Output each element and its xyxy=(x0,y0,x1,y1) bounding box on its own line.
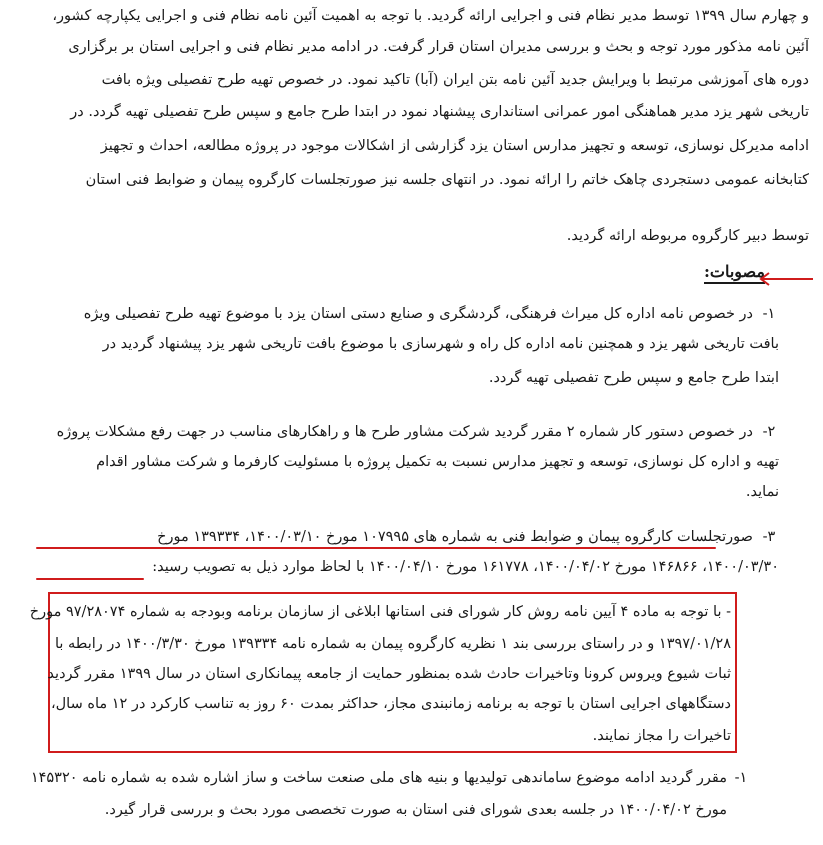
clause-line: ثبات شیوع ویروس کرونا وتاخیرات حادث شده بمنظور حمایت از جامعه پیمانکاری استان در سال ۱۳۹۹ مقرر گردید xyxy=(47,666,731,682)
intro-line: و چهارم سال ۱۳۹۹ توسط مدیر نظام فنی و اجرایی ارائه گردید. با توجه به اهمیت آئین نامه نظام فنی و اجرایی یکپارچه کشور، xyxy=(52,8,809,24)
item-number: -۳ xyxy=(762,529,776,545)
red-underline xyxy=(36,547,716,549)
clause-line: ۱۳۹۷/۰۱/۲۸ و در راستای بررسی بند ۱ نظریه کارگروه پیمان به شماره نامه ۱۳۹۳۳۴ مورخ ۱۴۰۰/۳/۳۰ در رابطه با xyxy=(54,636,731,652)
item-line: تهیه و اداره کل نوسازی، توسعه و تجهیز مدارس نسبت به تکمیل پروژه با مسئولیت کارفرما و شرکت مشاور اقدام xyxy=(96,454,779,470)
item-line: صورتجلسات کارگروه پیمان و ضوابط فنی به شماره های ۱۰۷۹۹۵ مورخ ۱۴۰۰/۰۳/۱۰، ۱۳۹۳۳۴ مورخ xyxy=(157,529,753,545)
approvals-heading: مصوبات: xyxy=(704,262,765,284)
red-arrow-annotation-icon xyxy=(759,272,815,286)
intro-line: آئین نامه مذکور مورد توجه و بحث و بررسی مدیران استان قرار گرفت. در ادامه مدیر نظام فنی و اجرایی استان بر برگزاری xyxy=(68,39,809,55)
clause-line: مقرر گردید ادامه موضوع ساماندهی تولیدیها و بنیه های ملی صنعت ساخت و ساز اشاره شده به شماره نامه ۱۴۵۳۲۰ xyxy=(30,770,727,786)
item-line: ۱۴۰۰/۰۳/۳۰، ۱۴۶۸۶۶ مورخ ۱۴۰۰/۰۴/۰۲، ۱۶۱۷۷۸ مورخ ۱۴۰۰/۰۴/۱۰ با لحاظ موارد ذیل به تصویب رسید: xyxy=(152,559,779,575)
item-line: ابتدا طرح جامع و سپس طرح تفصیلی تهیه گردد. xyxy=(488,370,779,386)
item-line: نماید. xyxy=(745,484,779,500)
clause-line: تاخیرات را مجاز نمایند. xyxy=(592,728,731,744)
item-line: در خصوص دستور کار شماره ۲ مقرر گردید شرکت مشاور طرح ها و راهکارهای مناسب در جهت رفع مشکلات پروژه xyxy=(56,424,753,440)
item-number: -۱ xyxy=(734,770,748,786)
clause-line: مورخ ۱۴۰۰/۰۴/۰۲ در جلسه بعدی شورای فنی استان به صورت تخصصی مورد بحث و بررسی قرار گیرد. xyxy=(104,802,727,818)
item-line: بافت تاریخی شهر یزد و همچنین نامه اداره کل راه و شهرسازی با موضوع بافت تاریخی شهر یزد پیشنهاد گردید در xyxy=(102,336,779,352)
intro-line: توسط دبیر کارگروه مربوطه ارائه گردید. xyxy=(566,228,809,244)
item-line: در خصوص نامه اداره کل میراث فرهنگی، گردشگری و صنایع دستی استان یزد با موضوع تهیه طرح تفصیلی ویژه xyxy=(83,306,753,322)
clause-line: دستگاههای اجرایی استان با توجه به برنامه زمانبندی مجاز، حداکثر بمدت ۶۰ روز به تناسب کارکرد در ۱۲ ماه سال، xyxy=(50,696,731,712)
red-underline xyxy=(36,578,144,580)
intro-line: تاریخی شهر یزد مدیر هماهنگی امور عمرانی استانداری پیشنهاد نمود در ابتدا طرح جامع و سپس طرح تفصیلی تهیه گردد. در xyxy=(70,104,809,120)
intro-line: کتابخانه عمومی دستجردی چاهک خاتم را ارائه نمود. در انتهای جلسه نیز صورتجلسات کارگروه پیمان و ضوابط فنی استان xyxy=(85,172,809,188)
intro-line: دوره های آموزشی مرتبط با ویرایش جدید آئین نامه بتن ایران (آبا) تاکید نمود. در خصوص تهیه طرح تفصیلی ویژه بافت xyxy=(101,72,809,88)
intro-line: ادامه مدیرکل نوسازی، توسعه و تجهیز مدارس استان یزد گزارشی از اشکالات موجود در پروژه مطالعه، احداث و تجهیز xyxy=(100,138,809,154)
clause-line: - با توجه به ماده ۴ آیین نامه روش کار شورای فنی استانها ابلاغی از سازمان برنامه وبودجه به شماره ۹۷/۲۸۰۷۴ مورخ xyxy=(29,604,731,620)
item-number: -۲ xyxy=(762,424,776,440)
item-number: -۱ xyxy=(762,306,776,322)
